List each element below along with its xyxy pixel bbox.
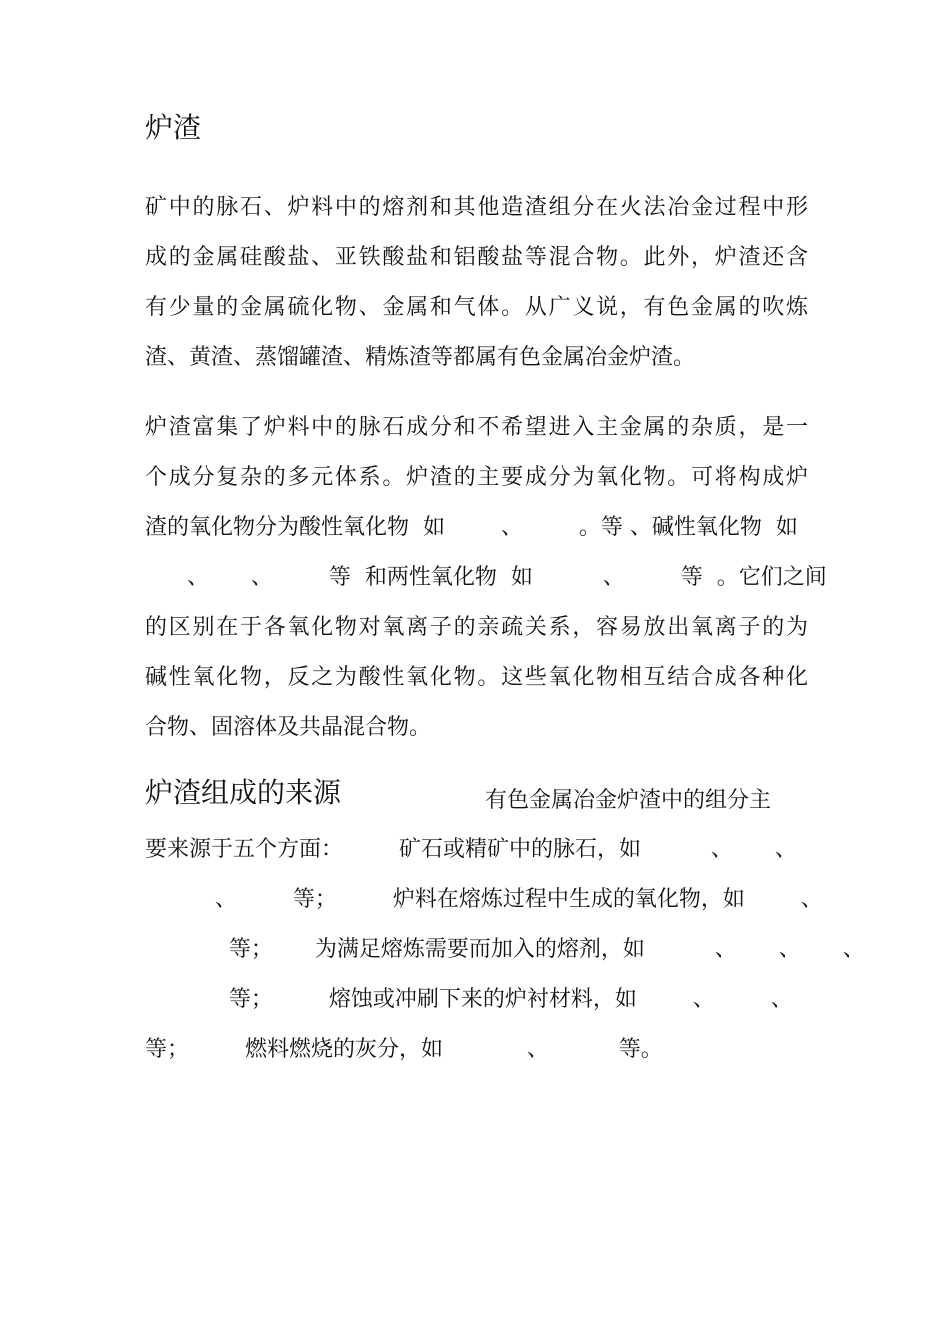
paragraph-2-line-6: 碱性氧化物，反之为酸性氧化物。这些氧化物相互结合成各种化 [145, 665, 808, 690]
paragraph-2-line-1: 炉渣富集了炉料中的脉石成分和不希望进入主金属的杂质，是一 [145, 415, 808, 440]
section-heading: 炉渣组成的来源 [145, 776, 342, 809]
paragraph-2-line-3: 渣的氧化物分为酸性氧化物 如 、 。等 、碱性氧化物 如 [145, 515, 798, 540]
paragraph-1-line-4: 渣、黄渣、蒸馏罐渣、精炼渣等都属有色金属冶金炉渣。 [145, 345, 696, 370]
paragraph-2-line-2: 个成分复杂的多元体系。炉渣的主要成分为氧化物。可将构成炉 [145, 465, 808, 490]
paragraph-3-line-5: 等； 熔蚀或冲刷下来的炉衬材料，如 、 、 [145, 987, 793, 1012]
paragraph-2-line-4: 、 、 等 和两性氧化物 如 、 等 。它们之间 [145, 565, 827, 590]
paragraph-3-line-1: 有色金属冶金炉渣中的组分主 [485, 788, 772, 813]
paragraph-3-line-3: 、 等； 炉料在熔炼过程中生成的氧化物，如 、 [145, 887, 823, 912]
paragraph-1-line-1: 矿中的脉石、炉料中的熔剂和其他造渣组分在火法冶金过程中形 [145, 195, 808, 220]
paragraph-2-line-7: 合物、固溶体及共晶混合物。 [145, 715, 432, 740]
paragraph-3-line-4: 等； 为满足熔炼需要而加入的熔剂，如 、 、 、 [145, 937, 865, 962]
document-title: 炉渣 [145, 111, 202, 144]
paragraph-3-line-6: 等； 燃料燃烧的灰分，如 、 等。 [145, 1037, 663, 1062]
paragraph-1-line-2: 成的金属硅酸盐、亚铁酸盐和铝酸盐等混合物。此外，炉渣还含 [145, 245, 808, 270]
paragraph-2-line-5: 的区别在于各氧化物对氧离子的亲疏关系，容易放出氧离子的为 [145, 615, 808, 640]
paragraph-3-line-2: 要来源于五个方面： 矿石或精矿中的脉石，如 、 、 [145, 837, 797, 862]
paragraph-1-line-3: 有少量的金属硫化物、金属和气体。从广义说，有色金属的吹炼 [145, 295, 808, 320]
